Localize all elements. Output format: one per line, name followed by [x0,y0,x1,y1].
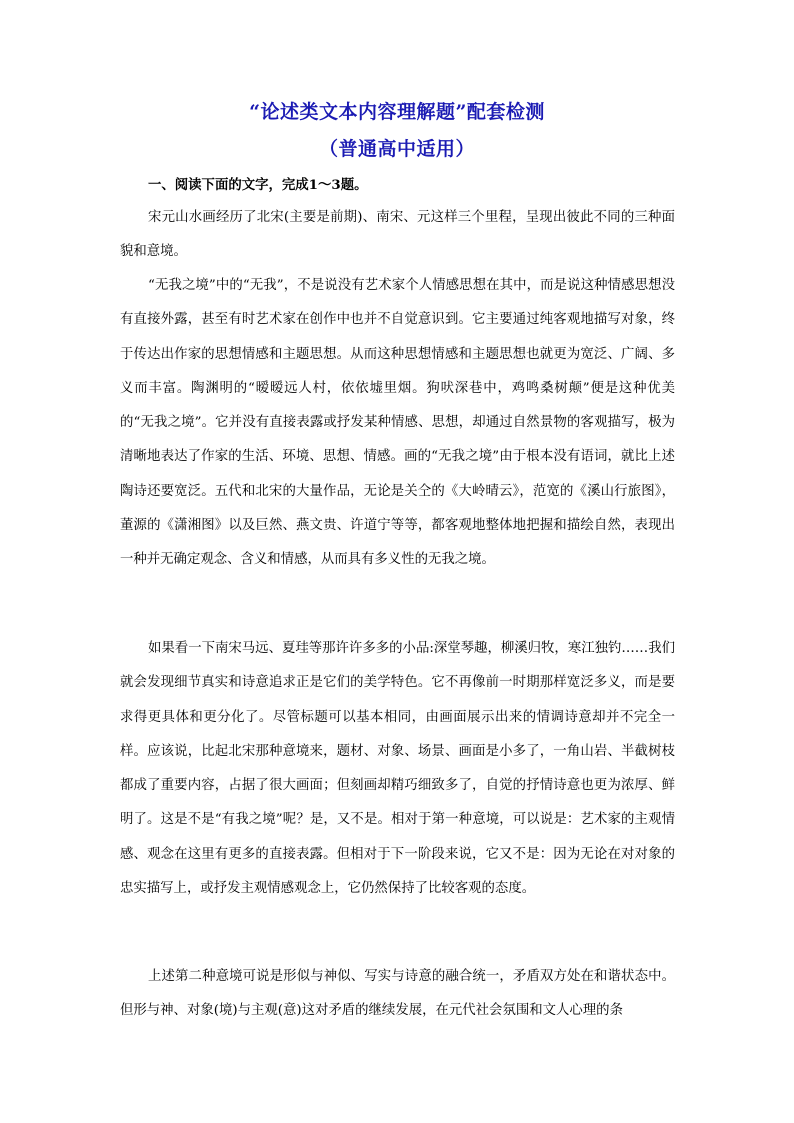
paragraph-text: 上述第二种意境可说是形似与神似、写实与诗意的融合统一，矛盾双方处在和谐状态中。但形与神、对象(境)与主观(意)这对矛盾的继续发展，在元代社会氛围和文人心理的条 [120,969,675,1019]
paragraph-4 [120,960,675,1029]
paragraph-text: 如果看一下南宋马远、夏珪等那许许多多的小品:深堂琴趣，柳溪归牧，寒江独钓……我们就会发现细节真实和诗意追求正是它们的美学特色。它不再像前一时期那样宽泛多义，而是要求得更具体和更分化了。尽管标题可以基本相同，由画面展示出来的情调诗意却并不完全一样。应该说，比起北宋那种意境来，题材、对象、场景、画面是小多了，一角山岩、半截树枝都成了重要内容，占据了很大画面；但刻画却精巧细致多了，自觉的抒情诗意也更为浓厚、鲜明了。这是不是“有我之境”呢？是，又不是。相对于第一种意境，可以说是：艺术家的主观情感、观念在这里有更多的直接表露。但相对于下一阶段来说，它又不是：因为无论在对对象的忠实描写上，或抒发主观情感观念上，它仍然保持了比较客观的态度。 [120,641,675,897]
document-title: “论述类文本内容理解题”配套检测 [249,101,545,123]
paragraph-3 [120,632,675,906]
question-heading: 一、阅读下面的文字，完成1～3题。 [148,177,368,193]
paragraph-text: “无我之境”中的“无我”，不是说没有艺术家个人情感思想在其中，而是说这种情感思想没有直接外露，甚至有时艺术家在创作中也并不自觉意识到。它主要通过纯客观地描写对象，终于传达出作家的思想情感和主题思想。从而这种思想情感和主题思想也就更为宽泛、广阔、多义而丰富。陶渊明的“暧暧远人村，依依墟里烟。狗吠深巷中，鸡鸣桑树颠”便是这种优美的“无我之境”。它并没有直接表露或抒发某种情感、思想，却通过自然景物的客观描写，极为清晰地表达了作家的生活、环境、思想、情感。画的“无我之境”由于根本没有语词，就比上述陶诗还要宽泛。五代和北宋的大量作品，无论是关仝的《大岭晴云》，范宽的《溪山行旅图》，董源的《潇湘图》以及巨然、燕文贵、许道宁等等，都客观地整体地把握和描绘自然，表现出一种并无确定观念、含义和情感，从而具有多义性的无我之境。 [120,278,675,568]
paragraph-1 [120,201,675,270]
paragraph-2 [120,269,675,578]
document-subtitle: （普通高中适用） [318,138,475,160]
paragraph-text: 宋元山水画经历了北宋(主要是前期)、南宋、元这样三个里程，呈现出彼此不同的三种面貌和意境。 [120,210,675,260]
